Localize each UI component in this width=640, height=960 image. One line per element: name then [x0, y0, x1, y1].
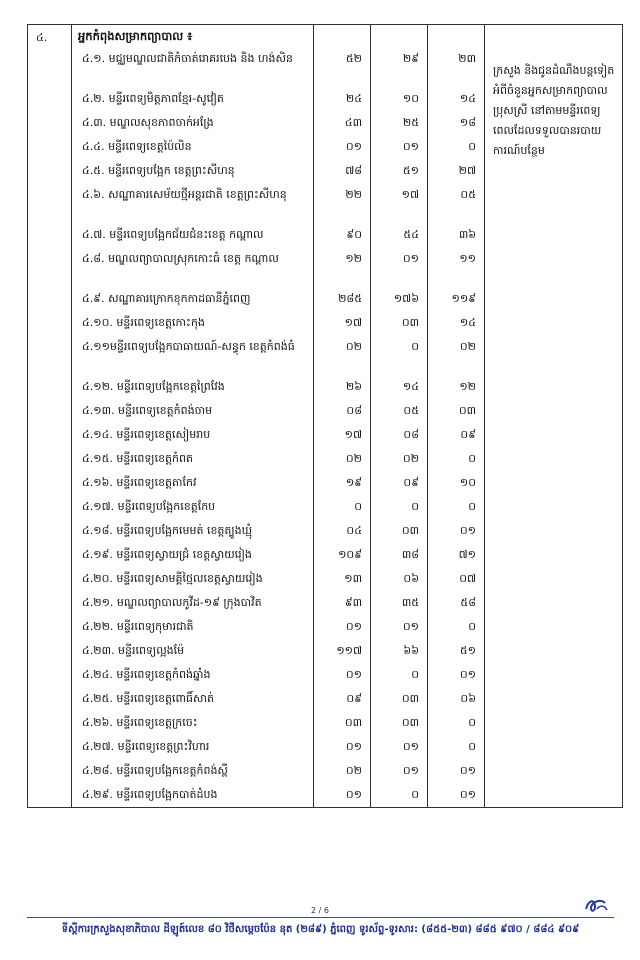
- female-count: ០: [468, 716, 476, 729]
- total-count: ១២: [345, 252, 362, 265]
- male-count: ២៩: [402, 52, 419, 65]
- facility-name: ៤.១៦. មន្ទីរពេទ្យខេត្តតាកែវ: [82, 476, 197, 489]
- female-count: ៥១: [459, 644, 476, 657]
- male-count: ០៩: [403, 476, 419, 489]
- male-count: ០: [411, 340, 419, 353]
- facility-name: ៤.៣. មណ្ឌលសុខភាពចាក់អង្រែ: [82, 116, 214, 129]
- total-count: ០១: [345, 620, 362, 633]
- section-heading: អ្នកកំពុងសម្រាកព្យាបាល ៖: [78, 29, 193, 43]
- facility-name: ៤.១៣. មន្ទីរពេទ្យខេត្តកំពង់ចាម: [82, 404, 213, 417]
- facility-name: ៤.១០. មន្ទីរពេទ្យខេត្តកោះកុង: [82, 316, 205, 329]
- total-count: ២៤: [345, 92, 362, 105]
- total-count: ៩៣: [344, 596, 362, 609]
- female-count: ០២: [459, 340, 476, 353]
- facility-name: ៤.១៥. មន្ទីរពេទ្យខេត្តកំពត: [82, 452, 193, 465]
- female-count: ០១: [459, 788, 476, 801]
- female-count: ១២: [459, 380, 476, 393]
- facility-name: ៤.២៤. មន្ទីរពេទ្យខេត្តកំពង់ឆ្នាំង: [82, 668, 211, 681]
- total-values: [314, 47, 370, 807]
- female-count: ៣៦: [458, 228, 476, 241]
- female-count: ០: [468, 500, 476, 513]
- male-count: ២៥: [402, 116, 419, 129]
- facility-name: ៤.១. មជ្ឈមណ្ឌលជាតិកំចាត់រោគរបេង និង ហង់សិន: [82, 52, 293, 65]
- male-count: ០១: [402, 620, 419, 633]
- male-values: [371, 47, 427, 807]
- female-count: ០៧: [459, 572, 476, 585]
- female-count: ០១: [459, 668, 476, 681]
- female-count: ១៨: [459, 116, 476, 129]
- female-count: ០៩: [460, 428, 476, 441]
- total-count: ០១: [345, 668, 362, 681]
- male-column: [371, 25, 428, 808]
- total-count: ១៩: [345, 476, 362, 489]
- male-count: ៥៤: [403, 228, 419, 241]
- male-count: ៣៨: [401, 548, 419, 561]
- footer-rule: [27, 917, 614, 918]
- facility-name: ៤.២១. មណ្ឌលព្យាបាលកូវីដ-១៩ ក្រុងបាវិត: [82, 596, 262, 609]
- female-count: ០១: [459, 524, 476, 537]
- facility-names: [72, 47, 313, 807]
- total-count: ០: [354, 500, 362, 513]
- facility-name: ៤.២៣. មន្ទីរពេទ្យល្អងម៉ែ: [82, 644, 185, 657]
- page-number: 2 / 6: [311, 906, 329, 915]
- female-count: ០: [468, 452, 476, 465]
- facility-name: ៤.៩. សណ្ឋាគារក្រោកខុកកាដធានីភ្នំពេញ: [82, 292, 251, 305]
- total-count: ១៧: [344, 316, 362, 329]
- female-values: [428, 47, 484, 807]
- female-count: ១១: [459, 252, 476, 265]
- female-count: ៧១: [458, 548, 476, 561]
- total-count: ១០៩: [338, 548, 362, 561]
- female-count: ៥៨: [460, 596, 476, 609]
- facility-name: ៤.១៩. មន្ទីរពេទ្យស្វាយជ្រំ ខេត្តស្វាយរៀង: [82, 548, 252, 561]
- facility-name: ៤.៥. មន្ទីរពេទ្យបង្អែក ខេត្តព្រះសីហនុ: [82, 164, 235, 177]
- male-count: ០: [411, 668, 419, 681]
- female-count: ០: [468, 740, 476, 753]
- facility-name: ៤.៧. មន្ទីរពេទ្យបង្អែកជ័យជំនះខេត្ត កណ្តាល: [82, 228, 264, 241]
- facility-name: ៤.១២. មន្ទីរពេទ្យបង្អែកខេត្តព្រៃវែង: [82, 380, 225, 393]
- male-count: ១៤: [402, 380, 419, 393]
- female-count: ០៥: [460, 188, 476, 201]
- total-count: ០២: [345, 340, 362, 353]
- total-count: ១៧: [344, 428, 362, 441]
- note-column: [485, 25, 623, 808]
- male-count: ០១: [402, 140, 419, 153]
- female-count: ០: [468, 140, 476, 153]
- male-count: ៦៦: [403, 644, 419, 657]
- female-count: ១៤: [459, 316, 476, 329]
- total-count: ០៤: [346, 524, 362, 537]
- total-count: ០២: [345, 764, 362, 777]
- ministry-logo-icon: [583, 895, 609, 915]
- section-index: ៤.: [28, 25, 72, 808]
- male-count: ០៨: [403, 428, 419, 441]
- facility-name: ៤.៦. សណ្ឋាគារសេម័យថ្មីអន្តរជាតិ ខេត្តព្រះសីហនុ: [82, 188, 287, 201]
- total-count: ៧៨: [345, 164, 362, 177]
- male-count: ៥១: [402, 164, 419, 177]
- facility-name: ៤.២៧. មន្ទីរពេទ្យខេត្តព្រះវិហារ: [82, 740, 210, 753]
- facility-name: ៤.២. មន្ទីរពេទ្យមិត្តភាពខ្មែរ-សូវៀត: [82, 92, 224, 105]
- total-count: ០៨: [346, 404, 362, 417]
- female-count: ០៣: [458, 404, 476, 417]
- male-count: ០១: [402, 252, 419, 265]
- female-count: ១១៩: [451, 292, 476, 305]
- male-count: ០២: [402, 452, 419, 465]
- female-count: ០: [468, 620, 476, 633]
- total-count: ២៦: [345, 380, 362, 393]
- female-column: [428, 25, 485, 808]
- female-count: ០៦: [460, 692, 476, 705]
- facility-name: ៤.២៥. មន្ទីរពេទ្យខេត្តពោធិ៍សាត់: [82, 692, 214, 705]
- total-count: ៩០: [346, 228, 362, 241]
- total-count: ០៩: [346, 692, 362, 705]
- male-count: ០៣: [401, 524, 419, 537]
- facility-name: ៤.១៤. មន្ទីរពេទ្យខេត្តសៀមរាប: [82, 428, 211, 441]
- facility-name: ៤.២៩. មន្ទីរពេទ្យបង្អែកបាត់ដំបង: [82, 788, 218, 801]
- female-count: ២៣: [458, 52, 476, 65]
- female-count: ១៤: [459, 92, 476, 105]
- total-count: ០៣: [344, 716, 362, 729]
- female-count: ២៧: [458, 164, 476, 177]
- male-count: ៣៥: [401, 596, 419, 609]
- facility-column: [72, 25, 314, 808]
- total-count: ២២: [345, 188, 362, 201]
- female-count: ០១: [459, 764, 476, 777]
- facility-name: ៤.១៨. មន្ទីរពេទ្យបង្អែកមេមត់ ខេត្តត្បូងឃ្មុំ: [82, 524, 253, 537]
- total-count: ០១: [345, 740, 362, 753]
- total-count: ១៣: [344, 572, 362, 585]
- male-count: ០: [411, 788, 419, 801]
- facility-name: ៤.៤. មន្ទីរពេទ្យខេត្តប៉ៃលិន: [82, 140, 192, 153]
- remark-note: ក្រសួង និងជូនដំណឹងបន្តទៀតអំពីចំនួនអ្នកសម្រាកព្យាបាលប្រុសស្រី នៅតាមមន្ទីរពេទ្យពេលដែលទទួលបានរបាយការណ៍បន្ថែម: [493, 64, 615, 157]
- facility-name: ៤.៨. មណ្ឌលព្យាបាលស្រុកកោះធំ ខេត្ត កណ្តាល: [82, 252, 279, 265]
- male-count: ០៥: [403, 404, 419, 417]
- male-count: ១៧: [401, 188, 419, 201]
- total-count: ០១: [345, 140, 362, 153]
- patients-table: [27, 24, 623, 808]
- facility-name: ៤.១១មន្ទីរពេទ្យបង្អែកបាធាយណ៍-សន្ធុក ខេត្តកំពង់ធំ: [82, 340, 295, 353]
- total-column: [314, 25, 371, 808]
- male-count: ០៣: [401, 692, 419, 705]
- male-count: ០៣: [401, 716, 419, 729]
- male-count: ០១: [402, 764, 419, 777]
- male-count: ១៧៦: [393, 292, 419, 305]
- male-count: ០: [411, 500, 419, 513]
- total-count: ២៨៥: [338, 292, 362, 305]
- facility-name: ៤.១៧. មន្ទីរពេទ្យបង្អែកខេត្តកែប: [82, 500, 216, 513]
- male-count: ១០: [402, 92, 419, 105]
- footer-address: ទីស្តីការក្រសួងសុខាភិបាល ដីឡូត៍លេខ ៨០ វិថីសម្តេចប៉ែន នុត (២៨៩) ភ្នំពេញ ទូរស័ព្ទ-ទូរសារ: (៨៥៥-២៣) ៨៨៥ ៩៧០ / ៨៨៤ ៩០៩: [61, 924, 580, 935]
- total-count: ៤៣: [344, 116, 362, 129]
- total-count: ៥២: [345, 52, 362, 65]
- facility-name: ៤.២០. មន្ទីរពេទ្យសាមគ្គីថ្មៃលខេត្តស្វាយរៀង: [82, 572, 263, 585]
- male-count: ០១: [402, 740, 419, 753]
- female-count: ១០: [459, 476, 476, 489]
- male-count: ០៣: [401, 316, 419, 329]
- male-count: ០៦: [403, 572, 419, 585]
- facility-name: ៤.២៦. មន្ទីរពេទ្យខេត្តក្រចេះ: [82, 716, 198, 729]
- total-count: ១១៧: [336, 644, 362, 657]
- total-count: ០២: [345, 452, 362, 465]
- facility-name: ៤.២២. មន្ទីរពេទ្យកុមារជាតិ: [82, 620, 194, 633]
- total-count: ០១: [345, 788, 362, 801]
- facility-name: ៤.២៨. មន្ទីរពេទ្យបង្អែកខេត្តកំពង់ស្ពឺ: [82, 764, 228, 777]
